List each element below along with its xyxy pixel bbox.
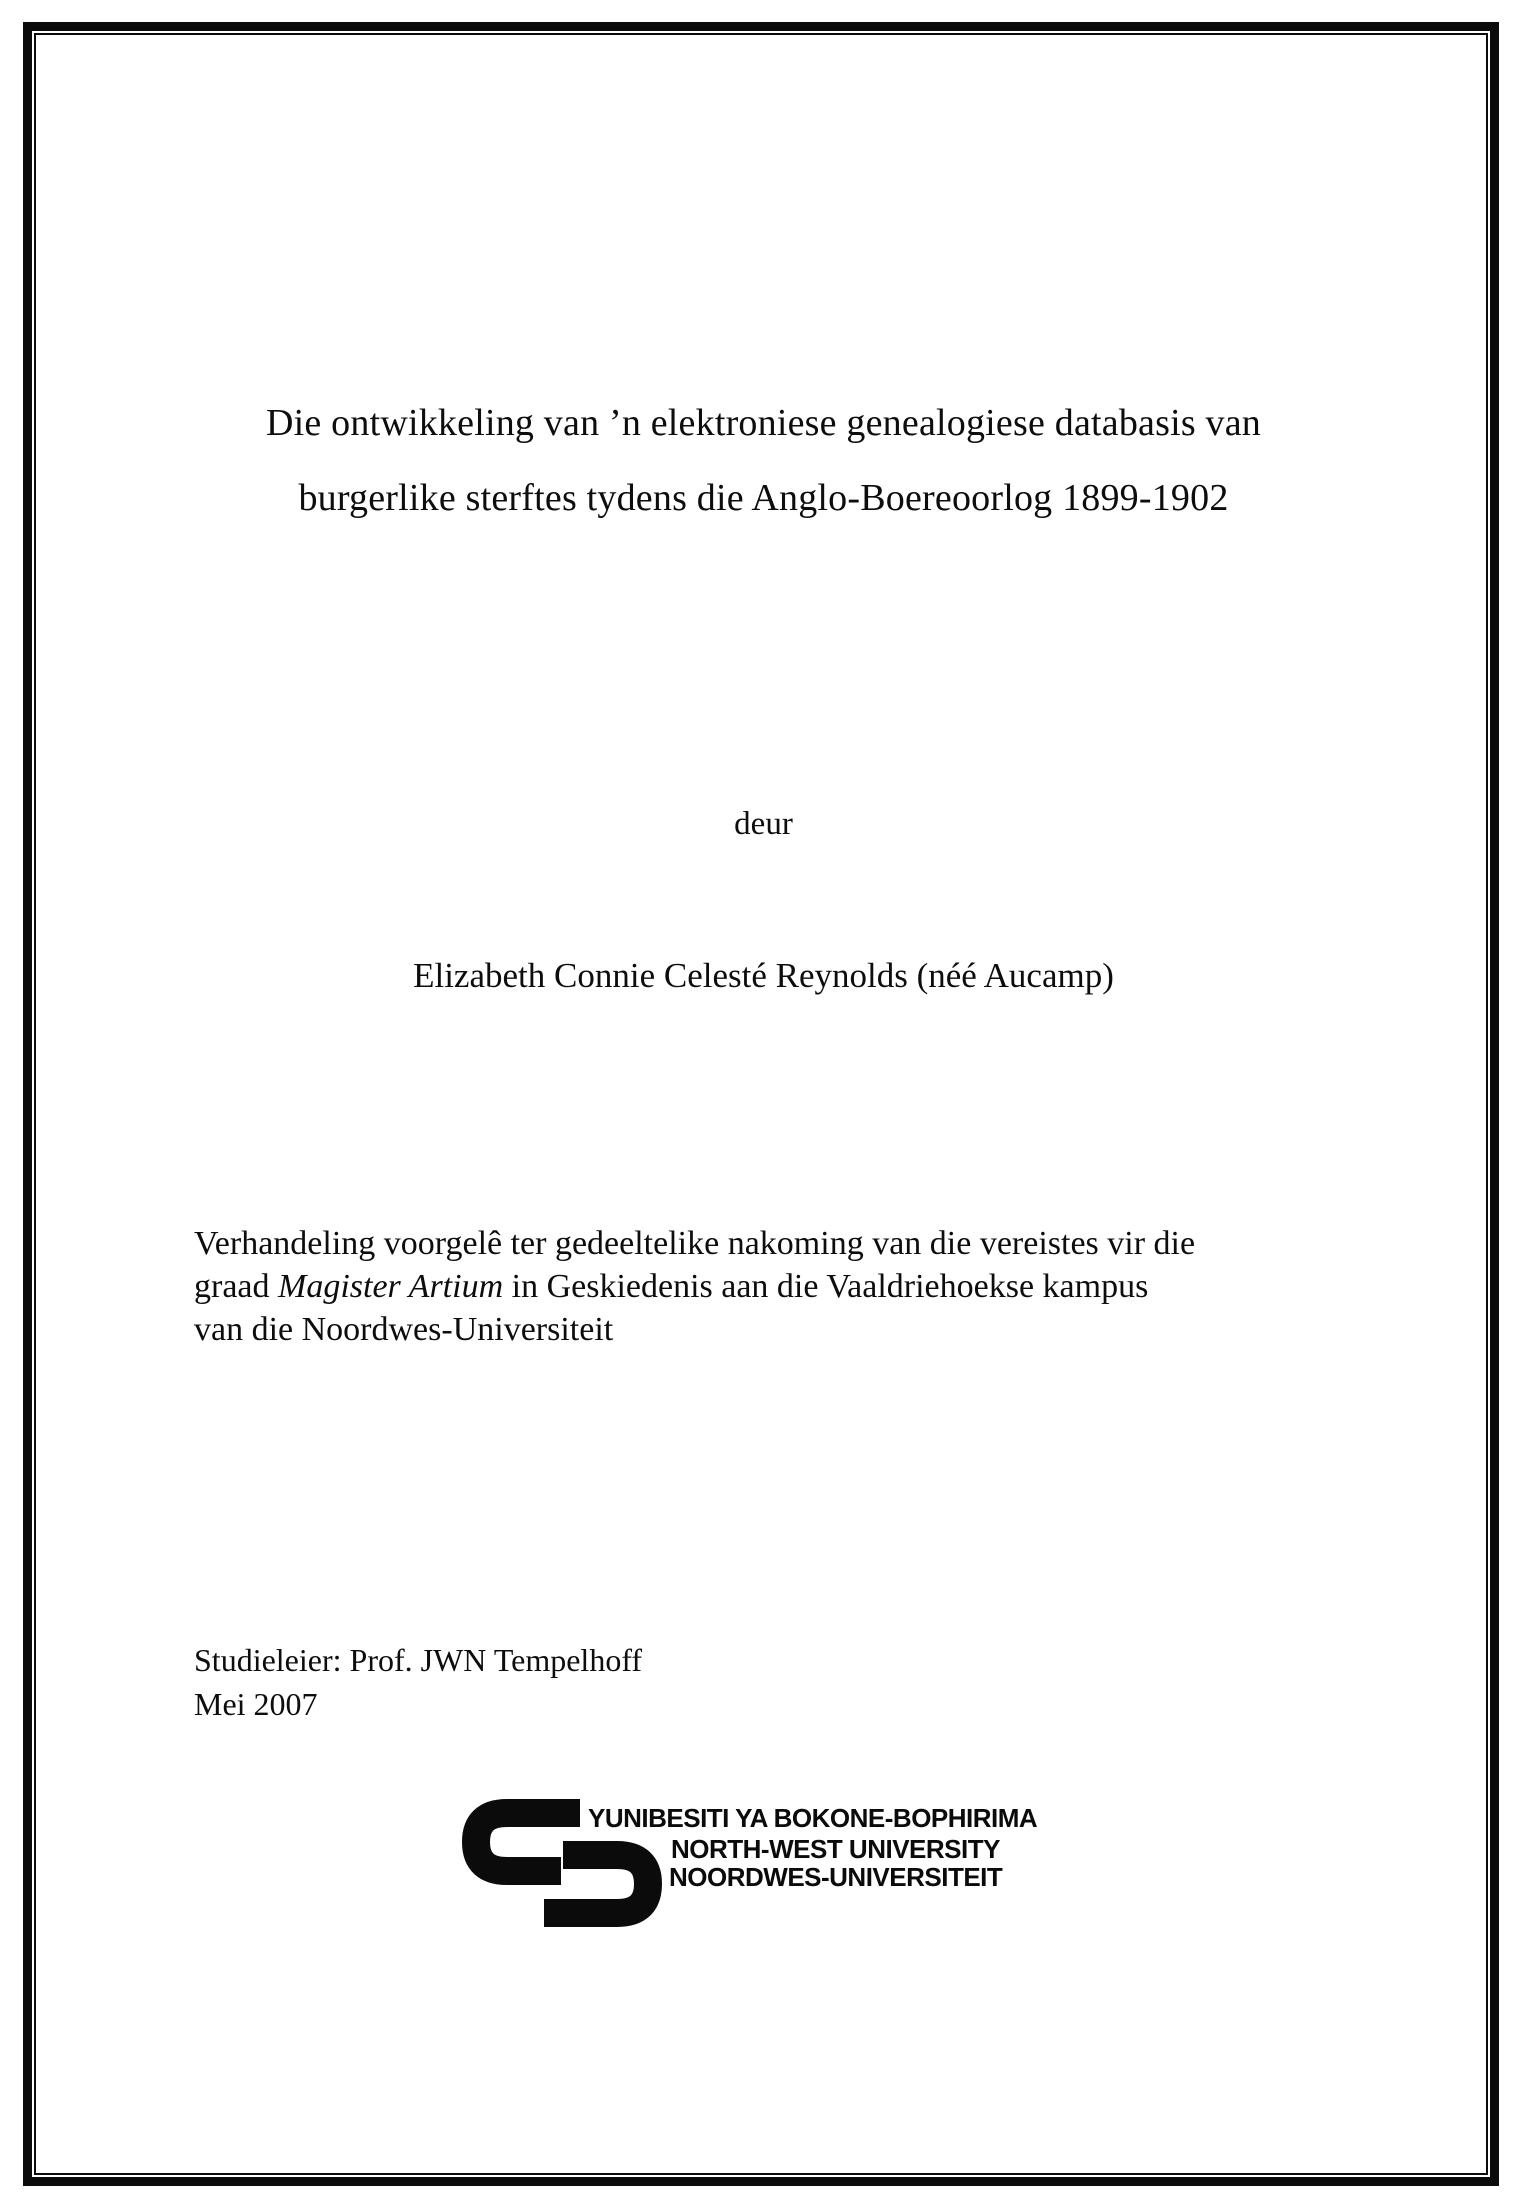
degree-statement-line-3: van die Noordwes-Universiteit [194,1311,614,1348]
thesis-title-line-1: Die ontwikkeling van ’n elektroniese genealogiese databasis van [266,402,1261,444]
logo-text-afrikaans: NOORDWES-UNIVERSITEIT [669,1862,1003,1892]
thesis-title-line-2: burgerlike sterftes tydens die Anglo-Boereoorlog 1899-1902 [298,477,1229,519]
supervisor-block [194,1638,642,1726]
byline-label: deur [734,806,793,842]
degree-name-italic: Magister Artium [278,1268,504,1305]
logo-text-english: NORTH-WEST UNIVERSITY [671,1834,1000,1864]
degree-line-2-suffix: in Geskiedenis aan die Vaaldriehoekse kampus [503,1268,1149,1305]
author-name: Elizabeth Connie Celesté Reynolds (néé Aucamp) [413,956,1114,995]
degree-statement-line-1 [194,1222,1331,1265]
university-logo [462,1799,1082,1949]
logo-text-setswana: YUNIBESITI YA BOKONE-BOPHIRIMA [588,1803,1038,1833]
degree-statement-line-2 [194,1265,1331,1308]
date-line: Mei 2007 [194,1686,318,1722]
degree-line-2-prefix: graad [194,1268,279,1305]
supervisor-line: Studieleier: Prof. JWN Tempelhoff [194,1642,643,1678]
degree-statement [194,1222,1331,1351]
thesis-title [100,386,1427,536]
degree-statement-line-1-text: Verhandeling voorgelê ter gedeeltelike nakoming van die vereistes vir die [194,1225,1196,1262]
